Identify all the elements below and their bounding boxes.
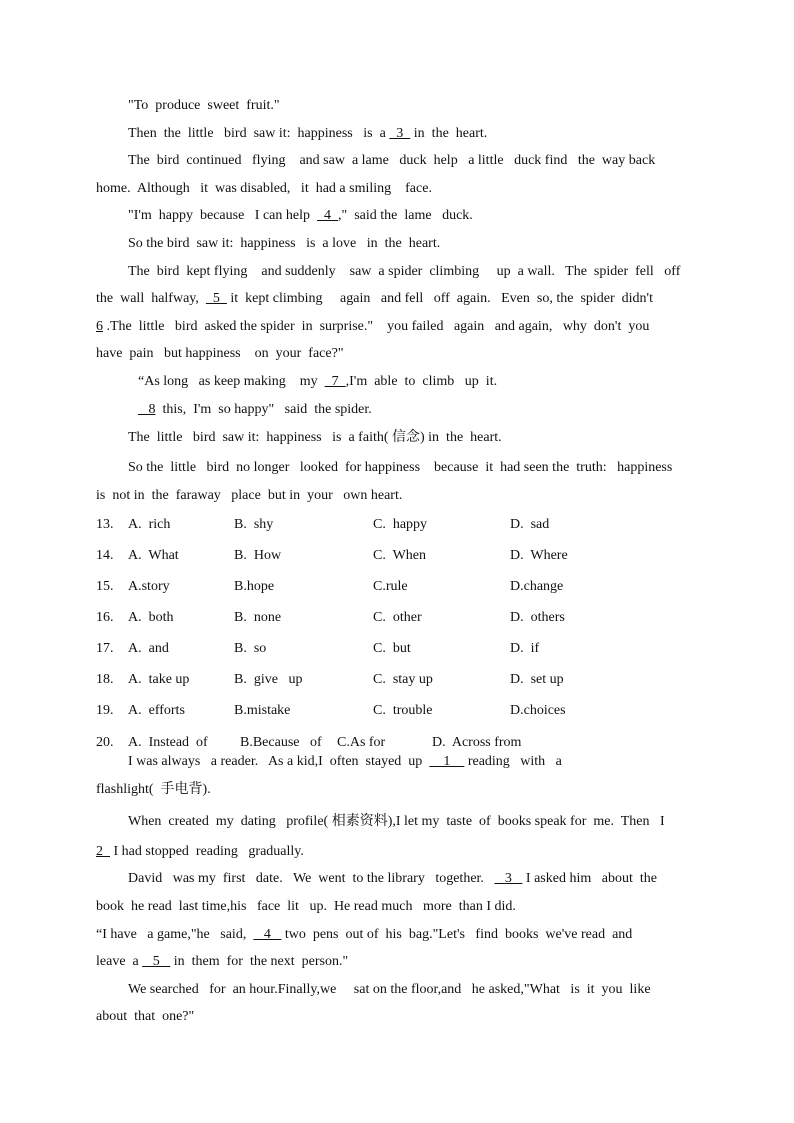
blank-4: 4 bbox=[317, 208, 338, 223]
option-a: A. both bbox=[128, 610, 174, 625]
question-number: 15. bbox=[96, 579, 114, 594]
option-d: D. sad bbox=[510, 517, 550, 532]
p1-line-2-text: Then the little bird saw it: happiness is a bbox=[128, 126, 390, 141]
p2-blank-5: 5 bbox=[142, 954, 171, 969]
option-b: B.Because of bbox=[240, 735, 322, 750]
p2-line-7 bbox=[96, 926, 632, 944]
p2-line-1-tail: reading with a bbox=[464, 754, 562, 769]
p2-blank-2: 2 bbox=[96, 844, 110, 859]
blank-8: 8 bbox=[148, 402, 156, 417]
option-b: B. How bbox=[234, 548, 282, 563]
option-c: C.rule bbox=[373, 579, 408, 594]
p1-line-3: The bird continued flying and saw a lame duck help a little duck find the way back bbox=[128, 153, 656, 168]
p2-line-4-tail: I had stopped reading gradually. bbox=[110, 844, 304, 859]
p2-line-1 bbox=[128, 753, 562, 771]
p1-line-2-tail: in the heart. bbox=[410, 126, 488, 141]
p1-line-5 bbox=[128, 207, 473, 225]
option-b: B. none bbox=[234, 610, 282, 625]
blank-3: 3 bbox=[389, 126, 411, 141]
p2-blank-1: 1 bbox=[429, 754, 465, 769]
p2-line-5 bbox=[128, 870, 657, 888]
p1-line-11-tail: ,I'm able to climb up it. bbox=[345, 374, 498, 389]
option-a: A. take up bbox=[128, 672, 190, 687]
option-c: C. happy bbox=[373, 517, 428, 532]
p1-line-4: home. Although it was disabled, it had a smiling face. bbox=[96, 181, 432, 196]
question-number: 19. bbox=[96, 703, 114, 718]
p2-blank-3: 3 bbox=[494, 871, 523, 886]
option-c: C.As for bbox=[337, 735, 386, 750]
p2-line-7-text: “I have a game,"he said, bbox=[96, 927, 254, 942]
option-a: A. rich bbox=[128, 517, 171, 532]
p2-line-1-text: I was always a reader. As a kid,I often stayed up bbox=[128, 754, 430, 769]
option-d: D.choices bbox=[510, 703, 566, 718]
p1-line-5-text: "I'm happy because I can help bbox=[128, 208, 317, 223]
p1-line-5-tail: ," said the lame duck. bbox=[338, 208, 473, 223]
p1-line-13: The little bird saw it: happiness is a faith( 信念) in the heart. bbox=[128, 430, 502, 445]
option-a: A.story bbox=[128, 579, 170, 594]
p1-line-8-text: the wall halfway, bbox=[96, 291, 206, 306]
option-a: A. What bbox=[128, 548, 179, 563]
p1-line-9-tail: .The little bird asked the spider in surprise." you failed again and again, why don't you bbox=[103, 319, 650, 334]
option-d: D. if bbox=[510, 641, 540, 656]
option-b: B.mistake bbox=[234, 703, 291, 718]
option-c: C. but bbox=[373, 641, 411, 656]
blank-5: 5 bbox=[205, 291, 227, 306]
question-number: 20. bbox=[96, 735, 114, 750]
option-d: D. set up bbox=[510, 672, 564, 687]
p1-line-15: is not in the faraway place but in your own heart. bbox=[96, 488, 403, 503]
option-c: C. trouble bbox=[373, 703, 433, 718]
p1-line-11 bbox=[138, 373, 497, 391]
p2-line-8-tail: in them for the next person." bbox=[170, 954, 349, 969]
p1-line-12 bbox=[138, 401, 372, 419]
p1-line-10: have pain but happiness on your face?" bbox=[96, 346, 344, 361]
p2-line-8 bbox=[96, 953, 348, 971]
p1-line-1: "To produce sweet fruit." bbox=[128, 98, 280, 113]
p2-line-2: flashlight( 手电背). bbox=[96, 782, 211, 797]
option-d: D. others bbox=[510, 610, 565, 625]
option-b: B.hope bbox=[234, 579, 275, 594]
p2-line-5-text: David was my first date. We went to the library together. bbox=[128, 871, 495, 886]
p2-line-3: When created my dating profile( 相素资料),I let my taste of books speak for me. Then I bbox=[128, 814, 665, 829]
p2-line-9: We searched for an hour.Finally,we sat on the floor,and he asked,"What is it you like bbox=[128, 982, 651, 997]
option-d: D. Where bbox=[510, 548, 568, 563]
p1-line-11-text: “As long as keep making my bbox=[138, 374, 325, 389]
question-number: 18. bbox=[96, 672, 114, 687]
question-number: 14. bbox=[96, 548, 114, 563]
p1-line-9 bbox=[96, 318, 649, 336]
p2-line-7-tail: two pens out of his bag."Let's find books we've read and bbox=[281, 927, 633, 942]
option-d: D.change bbox=[510, 579, 564, 594]
option-c: C. other bbox=[373, 610, 422, 625]
p1-line-14: So the little bird no longer looked for happiness because it had seen the truth: happiness bbox=[128, 460, 673, 475]
p2-line-8-text: leave a bbox=[96, 954, 143, 969]
option-c: C. stay up bbox=[373, 672, 433, 687]
option-b: B. give up bbox=[234, 672, 303, 687]
p2-blank-4: 4 bbox=[253, 927, 282, 942]
blank-7: 7 bbox=[324, 374, 346, 389]
p2-line-6: book he read last time,his face lit up. He read much more than I did. bbox=[96, 899, 516, 914]
question-number: 16. bbox=[96, 610, 114, 625]
option-b: B. so bbox=[234, 641, 267, 656]
p1-line-6: So the bird saw it: happiness is a love in the heart. bbox=[128, 236, 441, 251]
p1-line-2 bbox=[128, 125, 487, 143]
option-b: B. shy bbox=[234, 517, 274, 532]
question-number: 13. bbox=[96, 517, 114, 532]
p1-line-8-tail: it kept climbing again and fell off again. Even so, the spider didn't bbox=[226, 291, 653, 306]
p1-line-12-tail: this, I'm so happy" said the spider. bbox=[155, 402, 372, 417]
option-a: A. and bbox=[128, 641, 169, 656]
blank-8-lead bbox=[138, 402, 149, 417]
option-d: D. Across from bbox=[432, 735, 522, 750]
question-number: 17. bbox=[96, 641, 114, 656]
p2-line-10: about that one?" bbox=[96, 1009, 195, 1024]
p1-line-8 bbox=[96, 290, 653, 308]
p2-line-5-tail: I asked him about the bbox=[522, 871, 657, 886]
p2-line-4 bbox=[96, 843, 304, 861]
option-a: A. Instead of bbox=[128, 735, 208, 750]
blank-6: 6 bbox=[96, 319, 103, 334]
option-c: C. When bbox=[373, 548, 427, 563]
option-a: A. efforts bbox=[128, 703, 185, 718]
p1-line-7: The bird kept flying and suddenly saw a spider climbing up a wall. The spider fell off bbox=[128, 264, 681, 279]
